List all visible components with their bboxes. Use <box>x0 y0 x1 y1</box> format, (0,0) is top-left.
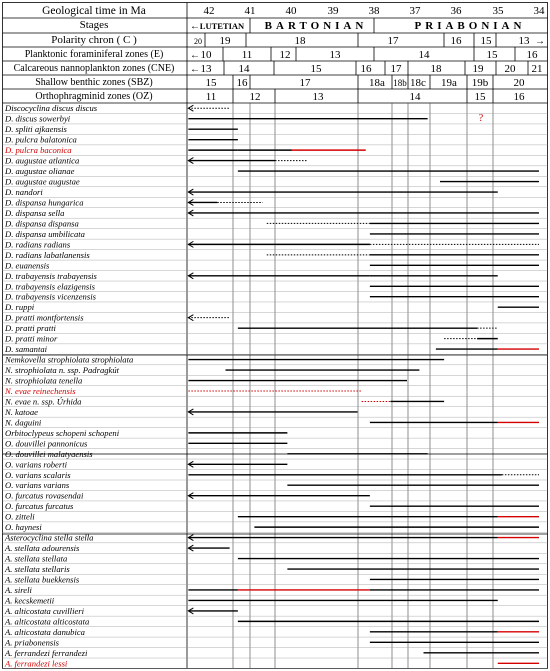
zone-label: 18b <box>393 78 407 88</box>
taxon-name: D. pratti pratti <box>5 323 56 334</box>
taxon-name: D. discus sowerbyi <box>5 113 71 124</box>
zone-label: 12 <box>279 49 291 61</box>
zone-label: 16 <box>360 63 372 75</box>
taxon-name: D. pratti minor <box>5 333 58 344</box>
tick-label: 38 <box>368 5 380 17</box>
taxon-name: D. dispansa hungarica <box>5 197 84 208</box>
taxon-name: Orbitoclypeus schopeni schopeni <box>5 427 120 438</box>
nanno-label: Calcareous nannoplankton zones (CNE) <box>13 63 175 74</box>
taxon-name: O. zitteli <box>5 511 35 522</box>
taxon-name: D. nandori <box>5 187 43 198</box>
zone-label: 19b <box>471 77 489 89</box>
zone-label: 13 <box>200 63 212 75</box>
zone-label: 13 <box>312 91 324 103</box>
taxon-name: A. stellata stellaris <box>5 564 70 575</box>
taxon-name: D. augustae atlantica <box>5 155 80 166</box>
taxon-name: A. kecskemetii <box>5 595 55 606</box>
taxon-name: O. varians varians <box>5 480 70 491</box>
taxon-name: D. trabayensis vicenzensis <box>5 291 96 302</box>
sbz-row <box>206 77 526 89</box>
stages-row <box>190 20 525 32</box>
taxon-name: A. ferrandezi ferrandezi <box>5 647 88 658</box>
zone-label: 14 <box>238 63 250 75</box>
zone-label: 17 <box>390 63 402 75</box>
taxon-name: D. augustae augustae <box>5 176 80 187</box>
stage-lutetian: LUTETIAN <box>199 21 245 31</box>
taxon-name: D. dispansa umbilicata <box>5 228 85 239</box>
taxon-name: A. priabonensis <box>5 637 59 648</box>
taxon-name: Nemkovella strophiolata strophiolata <box>5 354 134 365</box>
taxon-name: A. alticostata danubica <box>5 626 85 637</box>
zone-label: 10 <box>200 49 212 61</box>
taxon-name: N. evae n. ssp. Úrhida <box>5 396 82 407</box>
zone-arrow: ← <box>190 50 200 61</box>
taxon-name: Asterocyclina stella stella <box>5 532 94 543</box>
taxon-name: D. radians labatlanensis <box>5 249 90 260</box>
planktonic-label: Planktonic foraminiferal zones (E) <box>24 49 164 60</box>
taxon-name: N. strophiolata n. ssp. Padragkút <box>5 365 120 376</box>
chron-label: 19 <box>219 35 231 47</box>
chron-label: 20 <box>194 37 202 46</box>
taxon-name: D. ruppi <box>5 302 35 313</box>
zone-label: 14 <box>418 49 430 61</box>
taxon-name: A. stellata buekkensis <box>5 574 80 585</box>
taxon-name: N. evae reinechensis <box>5 385 76 396</box>
taxon-name: D. pulcra balatonica <box>5 134 77 145</box>
taxon-name: A. sireli <box>5 584 32 595</box>
taxon-name: A. stellata stellata <box>5 553 68 564</box>
taxon-name: A. alticostata cuvillieri <box>5 605 85 616</box>
taxon-name: O. douvillei pannonicus <box>5 438 88 449</box>
zone-label: 20 <box>504 63 516 75</box>
tick-label: 37 <box>409 5 421 17</box>
taxon-name: N. strophiolata tenella <box>5 375 83 386</box>
taxon-name: O. varians scalaris <box>5 469 71 480</box>
taxon-name: D. radians radians <box>5 239 71 250</box>
taxon-name: D. dispansa dispansa <box>5 218 79 229</box>
stage-priabonian: PRIABONIAN <box>414 20 526 32</box>
zone-label: 15 <box>474 91 486 103</box>
oz-label: Orthophragminid zones (OZ) <box>35 91 153 102</box>
chron-label: 15 <box>480 35 492 47</box>
nanno-row <box>190 63 543 75</box>
planktonic-row <box>190 49 538 61</box>
zone-label: 16 <box>236 77 248 89</box>
chron-label: 13 <box>518 35 530 47</box>
zone-label: 15 <box>310 63 322 75</box>
sbz-label: Shallow benthic zones (SBZ) <box>35 77 153 88</box>
zone-label: 11 <box>241 49 253 61</box>
taxon-name: D. trabayensis elazigensis <box>5 281 95 292</box>
tick-label: 34 <box>533 5 545 17</box>
taxon-name: N. daguini <box>5 417 42 428</box>
taxon-name: D. samantai <box>5 344 48 355</box>
time-ticks <box>204 5 546 17</box>
chron-arrow: → <box>535 36 545 47</box>
stage-bartonian: BARTONIAN <box>264 20 368 32</box>
time-axis-label: Geological time in Ma <box>42 5 146 17</box>
zone-label: 16 <box>526 49 538 61</box>
zone-label: 17 <box>299 77 311 89</box>
zone-label: 15 <box>205 77 217 89</box>
zone-label: 18 <box>430 63 442 75</box>
zone-label: 11 <box>205 91 217 103</box>
zone-label: 19 <box>472 63 484 75</box>
chron-label: 18 <box>294 35 306 47</box>
polarity-row <box>194 35 545 47</box>
zone-label: 18c <box>410 77 426 89</box>
zone-label: 16 <box>513 91 525 103</box>
taxon-name: N. katoae <box>5 406 38 417</box>
taxon-name: O. douvillei malatyaensis <box>5 448 93 459</box>
polarity-label: Polarity chron ( C ) <box>51 34 137 46</box>
taxon-name: D. dispansa sella <box>5 207 65 218</box>
tick-label: 35 <box>492 5 504 17</box>
zone-label: 12 <box>249 91 261 103</box>
tick-label: 42 <box>203 5 215 17</box>
taxon-name: O. furcatus rovasendai <box>5 490 84 501</box>
zone-label: 13 <box>329 49 341 61</box>
tick-label: 40 <box>285 5 297 17</box>
stage-lutetian-arrow: ← <box>190 21 200 32</box>
stages-label: Stages <box>79 19 109 31</box>
tick-label: 36 <box>450 5 462 17</box>
oz-row <box>206 91 525 103</box>
taxon-name: O. furcatus furcatus <box>5 501 74 512</box>
taxon-name: Discocyclina discus discus <box>5 103 98 114</box>
taxon-name: O. varians roberti <box>5 459 67 470</box>
zone-label: 18a <box>369 77 385 89</box>
taxon-name: D. pulcra baconica <box>5 145 72 156</box>
zone-label: 15 <box>486 49 498 61</box>
taxon-name: D. euanensis <box>5 260 50 271</box>
chron-label: 16 <box>450 35 462 47</box>
taxon-name: A. stellata adourensis <box>5 543 80 554</box>
taxon-name: A. ferrandezi lessi <box>5 658 68 669</box>
tick-label: 41 <box>244 5 256 17</box>
zone-label: 14 <box>409 91 421 103</box>
taxon-name: D. pratti montfortensis <box>5 312 84 323</box>
taxon-name: D. augustae olianae <box>5 166 75 177</box>
tick-label: 39 <box>327 5 339 17</box>
zone-label: 21 <box>531 63 543 75</box>
taxon-name: O. haynesi <box>5 522 42 533</box>
zone-arrow: ← <box>190 64 200 75</box>
chron-label: 17 <box>387 35 399 47</box>
uncertain-mark: ? <box>478 113 484 124</box>
taxon-name: D. spliti ajkaensis <box>5 124 67 135</box>
zone-label: 19a <box>441 77 457 89</box>
zone-label: 20 <box>513 77 525 89</box>
taxon-name: D. trabayensis trabayensis <box>5 270 97 281</box>
taxon-name: A. alticostata alticostata <box>5 616 90 627</box>
